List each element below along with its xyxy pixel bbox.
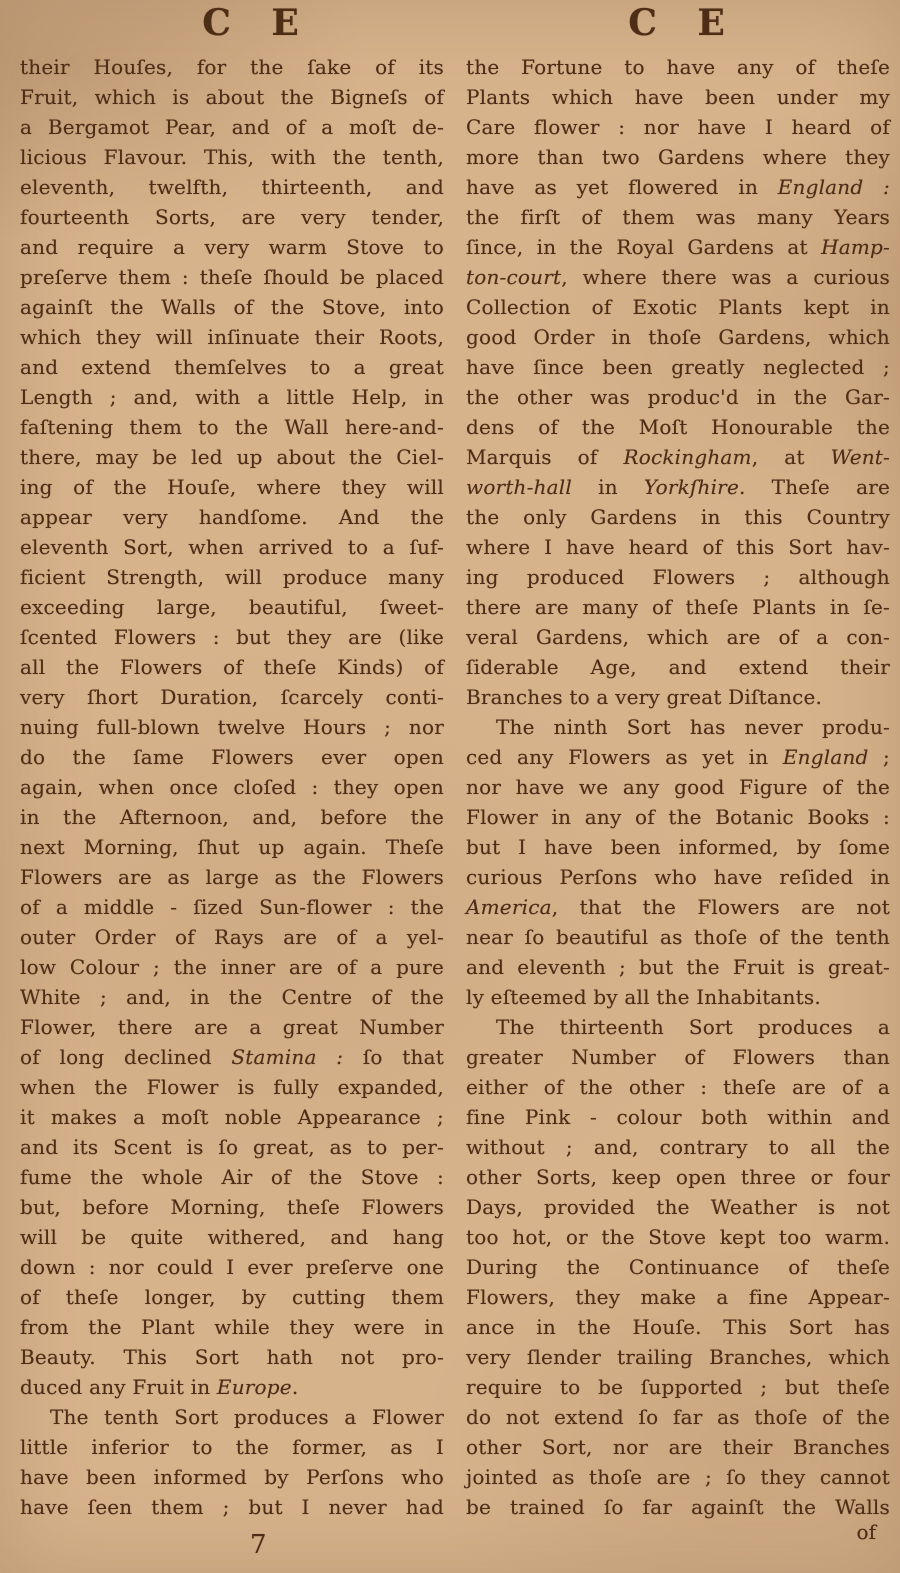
text-line: nor have we any good Figure of the: [466, 775, 890, 799]
text-line: eleventh, twelfth, thirteenth, and: [20, 175, 444, 199]
text-line: ficient Strength, will produce many: [20, 565, 444, 589]
text-line: again, when once cloſed : they open: [20, 775, 444, 799]
text-line: fine Pink - colour both within and: [466, 1105, 890, 1129]
text-line: curious Perſons who have reſided in: [466, 865, 890, 889]
text-line: very ſhort Duration, ſcarcely conti-: [20, 685, 444, 709]
text-line: and eleventh ; but the Fruit is great-: [466, 955, 890, 979]
text-line: all the Flowers of theſe Kinds) of: [20, 655, 444, 679]
text-line: Flower, there are a great Number: [20, 1015, 444, 1039]
text-line: good Order in thoſe Gardens, which: [466, 325, 890, 349]
text-column-right: [466, 52, 890, 1522]
text-line: The thirteenth Sort produces a: [496, 1015, 890, 1039]
text-line: Marquis of Rockingham, at Went-: [466, 445, 890, 469]
text-line: Branches to a very great Diſtance.: [466, 685, 823, 709]
text-line: their Houſes, for the ſake of its: [20, 55, 444, 79]
text-line: have as yet flowered in England :: [466, 175, 890, 199]
text-line: America, that the Flowers are not: [466, 895, 890, 919]
text-line: there are many of theſe Plants in ſe-: [466, 595, 890, 619]
text-line: Care flower : nor have I heard of: [466, 115, 890, 139]
text-line: ton-court, where there was a curious: [466, 265, 890, 289]
text-line: a Bergamot Pear, and of a moſt de-: [20, 115, 444, 139]
text-line: next Morning, ſhut up again. Theſe: [20, 835, 444, 859]
text-line: Plants which have been under my: [466, 85, 890, 109]
text-line: low Colour ; the inner are of a pure: [20, 955, 444, 979]
running-header-left: C E: [202, 2, 302, 44]
text-line: exceeding large, beautiful, ſweet-: [20, 595, 444, 619]
text-line: but, before Morning, theſe Flowers: [20, 1195, 444, 1219]
text-line: Flowers are as large as the Flowers: [20, 865, 444, 889]
text-line: worth-hall in Yorkſhire. Theſe are: [466, 475, 890, 499]
text-line: other Sort, nor are their Branches: [466, 1435, 890, 1459]
text-line: it makes a moſt noble Appearance ;: [20, 1105, 444, 1129]
text-line: outer Order of Rays are of a yel-: [20, 925, 444, 949]
text-line: White ; and, in the Centre of the: [20, 985, 444, 1009]
text-line: Length ; and, with a little Help, in: [20, 385, 444, 409]
text-line: do the ſame Flowers ever open: [20, 745, 444, 769]
text-line: and require a very warm Stove to: [20, 235, 444, 259]
text-line: will be quite withered, and hang: [20, 1225, 444, 1249]
text-line: be trained ſo far againſt the Walls: [466, 1495, 890, 1519]
text-line: appear very handſome. And the: [20, 505, 444, 529]
text-line: ced any Flowers as yet in England ;: [466, 745, 890, 769]
text-line: do not extend ſo far as thoſe of the: [466, 1405, 890, 1429]
text-line: greater Number of Flowers than: [466, 1045, 890, 1069]
catchword: of: [856, 1520, 876, 1544]
text-line: Fruit, which is about the Bigneſs of: [20, 85, 444, 109]
text-line: the firſt of them was many Years: [466, 205, 890, 229]
text-line: little inferior to the former, as I: [20, 1435, 444, 1459]
text-line: very ſlender trailing Branches, which: [466, 1345, 890, 1369]
text-line: without ; and, contrary to all the: [466, 1135, 890, 1159]
text-line: faſtening them to the Wall here-and-: [20, 415, 444, 439]
text-line: During the Continuance of theſe: [466, 1255, 890, 1279]
text-line: other Sorts, keep open three or four: [466, 1165, 890, 1189]
text-line: but I have been informed, by ſome: [466, 835, 890, 859]
text-line: the Fortune to have any of theſe: [466, 55, 890, 79]
text-line: ing of the Houſe, where they will: [20, 475, 444, 499]
text-line: Collection of Exotic Plants kept in: [466, 295, 890, 319]
text-line: there, may be led up about the Ciel-: [20, 445, 444, 469]
text-line: preſerve them : theſe ſhould be placed: [20, 265, 444, 289]
text-line: and its Scent is ſo great, as to per-: [20, 1135, 444, 1159]
page-signature: 7: [250, 1530, 267, 1560]
text-line: more than two Gardens where they: [466, 145, 890, 169]
text-line: which they will inſinuate their Roots,: [20, 325, 444, 349]
text-line: either of the other : theſe are of a: [466, 1075, 890, 1099]
text-line: ance in the Houſe. This Sort has: [466, 1315, 890, 1339]
text-line: Flowers, they make a fine Appear-: [466, 1285, 890, 1309]
text-line: ſince, in the Royal Gardens at Hamp-: [466, 235, 890, 259]
text-line: eleventh Sort, when arrived to a ſuf-: [20, 535, 444, 559]
text-line: veral Gardens, which are of a con-: [466, 625, 890, 649]
text-line: in the Afternoon, and, before the: [20, 805, 444, 829]
text-line: jointed as thoſe are ; ſo they cannot: [466, 1465, 890, 1489]
text-line: have ſince been greatly neglected ;: [466, 355, 890, 379]
text-line: Beauty. This Sort hath not pro-: [20, 1345, 444, 1369]
text-line: Days, provided the Weather is not: [466, 1195, 890, 1219]
text-line: when the Flower is fully expanded,: [20, 1075, 444, 1099]
text-line: fourteenth Sorts, are very tender,: [20, 205, 444, 229]
text-line: duced any Fruit in Europe.: [20, 1375, 299, 1399]
text-line: ſcented Flowers : but they are (like: [20, 625, 444, 649]
text-line: ing produced Flowers ; although: [466, 565, 890, 589]
text-line: where I have heard of this Sort hav-: [466, 535, 890, 559]
text-line: have ſeen them ; but I never had: [20, 1495, 444, 1519]
text-line: of long declined Stamina : ſo that: [20, 1045, 444, 1069]
text-line: againſt the Walls of the Stove, into: [20, 295, 444, 319]
text-line: of theſe longer, by cutting them: [20, 1285, 444, 1309]
text-line: dens of the Moſt Honourable the: [466, 415, 890, 439]
text-line: require to be ſupported ; but theſe: [466, 1375, 890, 1399]
text-line: ſiderable Age, and extend their: [466, 655, 890, 679]
text-line: ly eſteemed by all the Inhabitants.: [466, 985, 821, 1009]
text-line: the other was produc'd in the Gar-: [466, 385, 890, 409]
text-line: of a middle - ſized Sun-flower : the: [20, 895, 444, 919]
text-line: licious Flavour. This, with the tenth,: [20, 145, 444, 169]
text-line: have been informed by Perſons who: [20, 1465, 444, 1489]
text-column-left: [20, 52, 444, 1522]
text-line: from the Plant while they were in: [20, 1315, 444, 1339]
text-line: down : nor could I ever preſerve one: [20, 1255, 444, 1279]
text-line: The ninth Sort has never produ-: [496, 715, 890, 739]
text-line: and extend themſelves to a great: [20, 355, 444, 379]
text-line: near ſo beautiful as thoſe of the tenth: [466, 925, 890, 949]
running-header-right: C E: [628, 2, 728, 44]
text-line: Flower in any of the Botanic Books :: [466, 805, 890, 829]
text-line: too hot, or the Stove kept too warm.: [466, 1225, 890, 1249]
text-line: the only Gardens in this Country: [466, 505, 890, 529]
text-line: The tenth Sort produces a Flower: [50, 1405, 444, 1429]
text-line: fume the whole Air of the Stove :: [20, 1165, 444, 1189]
text-line: nuing full-blown twelve Hours ; nor: [20, 715, 444, 739]
